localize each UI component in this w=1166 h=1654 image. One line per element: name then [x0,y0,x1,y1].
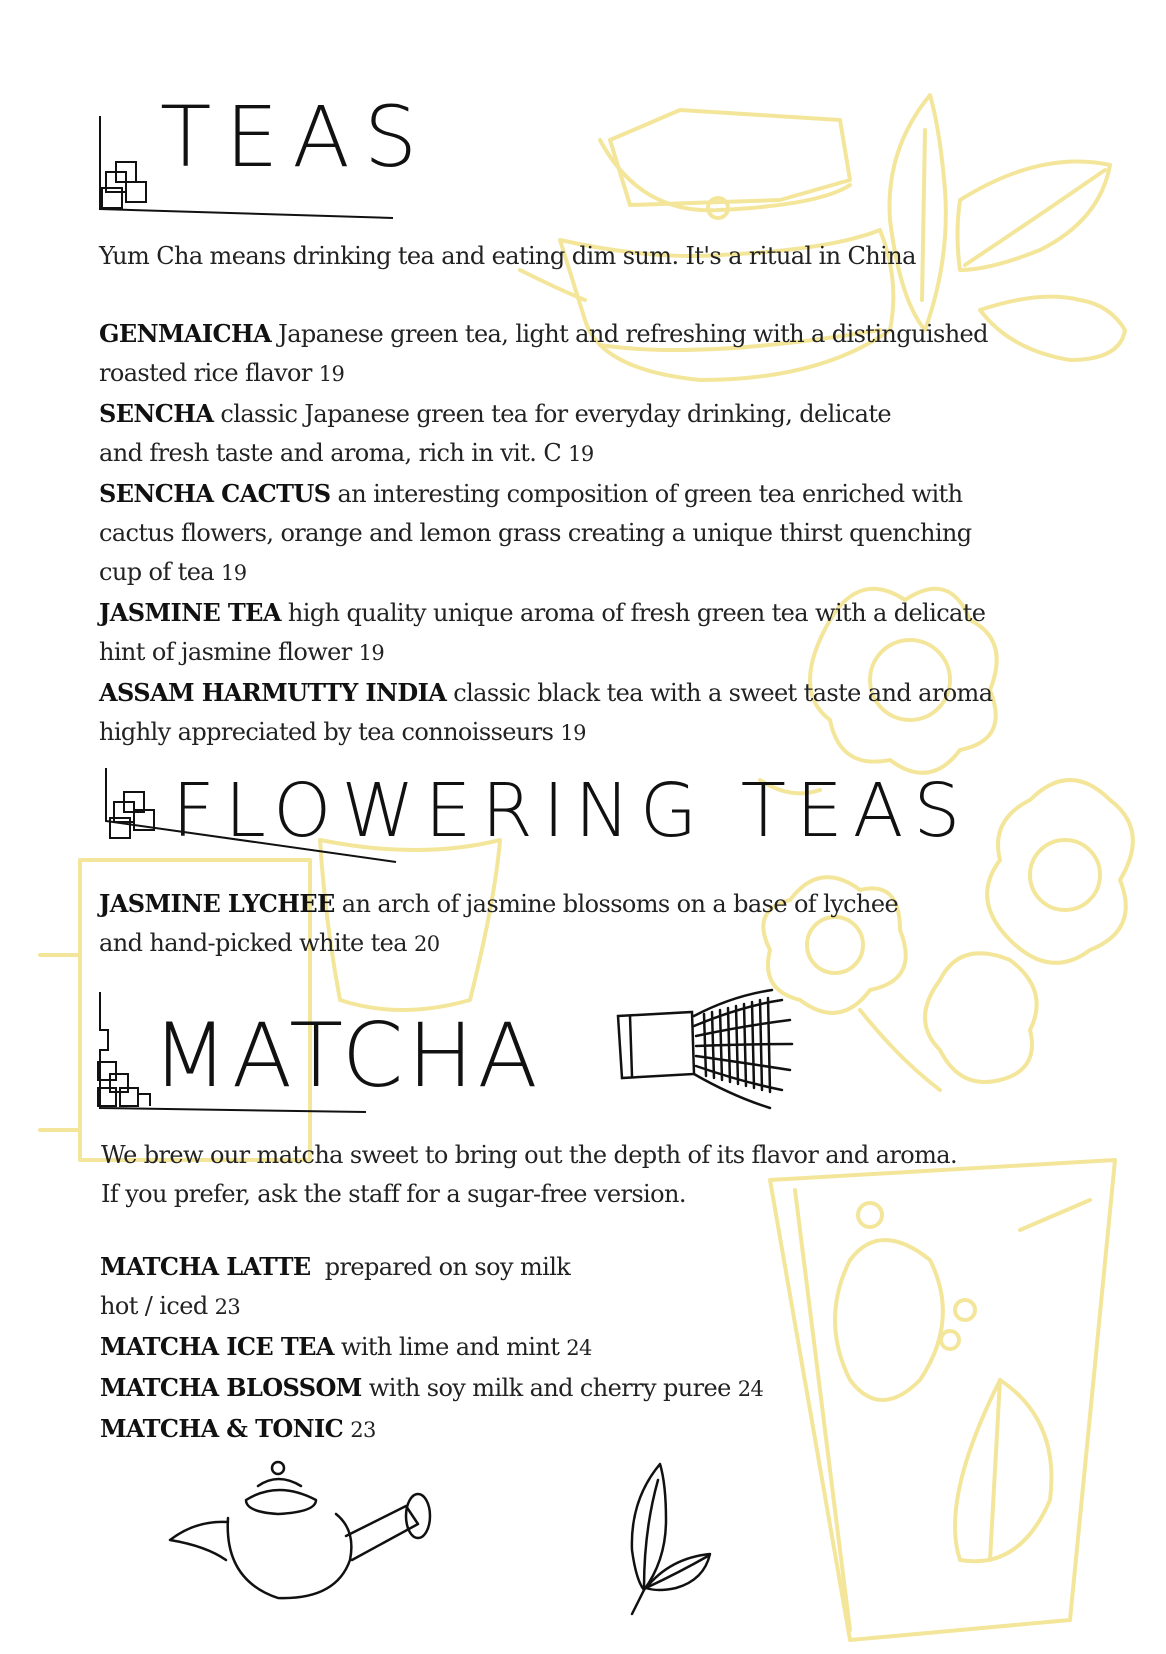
menu-item [99,314,1059,394]
item-description: and hand-picked white tea [99,929,415,957]
item-price: 23 [350,1418,376,1442]
item-description: hot / iced [100,1292,215,1320]
item-description: and fresh taste and aroma, rich in vit. C [99,439,569,467]
matcha-intro-line: If you prefer, ask the staff for a sugar-free version. [101,1180,686,1208]
item-description: hint of jasmine flower [99,638,359,666]
menu-item [99,884,1059,964]
item-price: 19 [358,641,385,665]
section-title-flowering-teas: FLOWERING TEAS [172,768,971,854]
item-name: MATCHA BLOSSOM [100,1373,362,1402]
item-price: 24 [737,1377,764,1401]
item-description: with soy milk and cherry puree [361,1374,738,1402]
teapot-icon [166,1460,456,1610]
item-price: 19 [318,362,345,386]
menu-item [100,1247,1060,1327]
item-description: an arch of jasmine blossoms on a base of lychee [334,890,899,918]
item-description: cactus flowers, orange and lemon grass creating a unique thirst quenching [99,519,972,547]
item-price: 23 [214,1295,241,1319]
item-name: SENCHA CACTUS [99,479,331,508]
matcha-intro-line: We brew our matcha sweet to bring out the depth of its flavor and aroma. [101,1141,957,1169]
item-name: JASMINE TEA [99,598,281,627]
item-price: 19 [560,721,586,745]
item-name: MATCHA ICE TEA [100,1332,334,1361]
item-price: 24 [566,1336,592,1360]
flowering-menu-list [99,884,1059,964]
item-name: GENMAICHA [99,319,272,348]
whisk-icon [612,986,812,1116]
menu-item [99,394,1059,474]
matcha-intro [101,1136,957,1214]
item-description: classic Japanese green tea for everyday drinking, delicate [213,400,892,428]
item-name: JASMINE LYCHEE [99,889,335,918]
item-description: an interesting composition of green tea enriched with [330,480,963,508]
item-price: 19 [221,561,247,585]
item-description: with lime and mint [333,1333,567,1361]
item-description: roasted rice flavor [99,359,319,387]
section-title-teas: TEAS [160,88,432,186]
menu-item [99,593,1059,673]
item-name: MATCHA LATTE [100,1252,311,1281]
item-price: 20 [414,932,440,956]
item-name: ASSAM HARMUTTY INDIA [99,678,447,707]
item-description: high quality unique aroma of fresh green tea with a delicate [280,599,986,627]
menu-item [100,1327,1060,1368]
section-title-matcha: MATCHA [152,1004,542,1107]
item-description: Japanese green tea, light and refreshing with a distinguished [271,320,988,348]
item-description: cup of tea [99,558,222,586]
teas-menu-list [99,314,1059,753]
item-name: SENCHA [99,399,214,428]
menu-item [99,474,1059,593]
leaf-icon [610,1460,720,1620]
item-description: classic black tea with a sweet taste and aroma [446,679,993,707]
menu-item [99,673,1059,753]
matcha-menu-list [100,1247,1060,1450]
teas-intro: Yum Cha means drinking tea and eating dim sum. It's a ritual in China [99,242,916,270]
item-name: MATCHA & TONIC [100,1414,344,1443]
item-price: 19 [568,442,594,466]
item-description: highly appreciated by tea connoisseurs [99,718,561,746]
menu-item [100,1368,1060,1409]
menu-item [100,1409,1060,1450]
item-description: prepared on soy milk [310,1253,571,1281]
